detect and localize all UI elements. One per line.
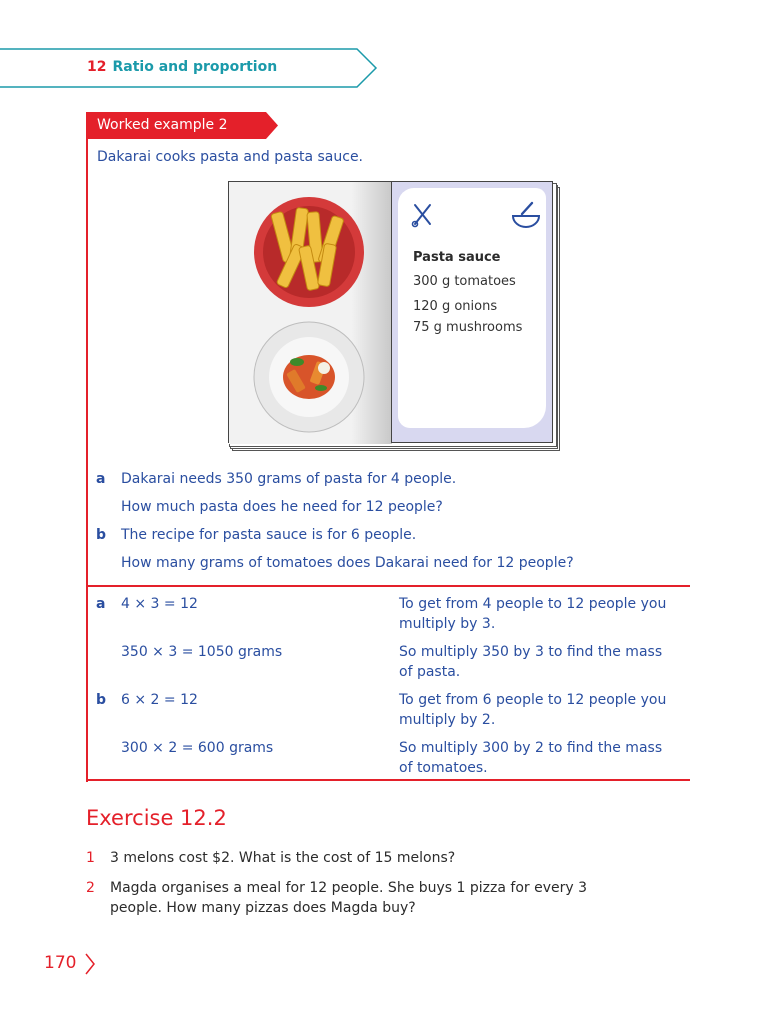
recipe-item: 75 g mushrooms (413, 320, 523, 335)
recipe-card (398, 188, 546, 428)
chevron-right-icon (84, 952, 96, 976)
chapter-header (0, 48, 378, 88)
answer-top-rule (88, 585, 690, 587)
mixing-bowl-icon (510, 200, 542, 230)
recipe-book-illustration (228, 181, 560, 451)
chapter-number: 12 (87, 59, 107, 75)
page-number: 170 (44, 953, 77, 973)
recipe-item: 120 g onions (413, 299, 498, 314)
exercise-text: 3 melons cost $2. What is the cost of 15 melons? (110, 850, 456, 866)
question-line: How many grams of tomatoes does Dakarai need for 12 people? (121, 555, 574, 571)
question-letter: b (96, 527, 107, 543)
answer-working: 300 × 2 = 600 grams (121, 740, 274, 756)
answer-working: 6 × 2 = 12 (121, 692, 198, 708)
answer-working: 350 × 3 = 1050 grams (121, 644, 283, 660)
answer-explanation: So multiply 300 by 2 to find the mass of tomatoes. (399, 740, 663, 776)
answer-working: 4 × 3 = 12 (121, 596, 198, 612)
pasta-photos (229, 182, 392, 444)
answer-letter: b (96, 692, 107, 708)
recipe-item: 300 g tomatoes (413, 274, 516, 289)
worked-example-intro: Dakarai cooks pasta and pasta sauce. (97, 149, 364, 165)
question-line: The recipe for pasta sauce is for 6 people. (121, 527, 417, 543)
question-letter: a (96, 471, 106, 487)
question-line: How much pasta does he need for 12 people? (121, 499, 443, 515)
exercise-title: Exercise 12.2 (86, 806, 227, 830)
book-left-page (228, 181, 391, 443)
exercise-text: Magda organises a meal for 12 people. She buys 1 pizza for every 3 people. How many pizzas does Magda buy? (110, 880, 588, 916)
worked-example-label (86, 112, 278, 139)
answer-explanation: To get from 6 people to 12 people you multiply by 2. (399, 692, 667, 728)
question-line: Dakarai needs 350 grams of pasta for 4 people. (121, 471, 457, 487)
answer-letter: a (96, 596, 106, 612)
answer-explanation: So multiply 350 by 3 to find the mass of pasta. (399, 644, 663, 680)
exercise-number: 1 (86, 850, 95, 866)
worked-example-title: Worked example 2 (97, 117, 228, 133)
recipe-title: Pasta sauce (413, 250, 501, 265)
answer-explanation: To get from 4 people to 12 people you multiply by 3. (399, 596, 667, 632)
worked-example-rule (86, 138, 88, 782)
chapter-title: Ratio and proportion (112, 59, 278, 75)
book-right-page (391, 181, 553, 443)
exercise-number: 2 (86, 880, 95, 896)
fork-knife-icon (410, 202, 436, 228)
answer-bottom-rule (88, 779, 690, 781)
